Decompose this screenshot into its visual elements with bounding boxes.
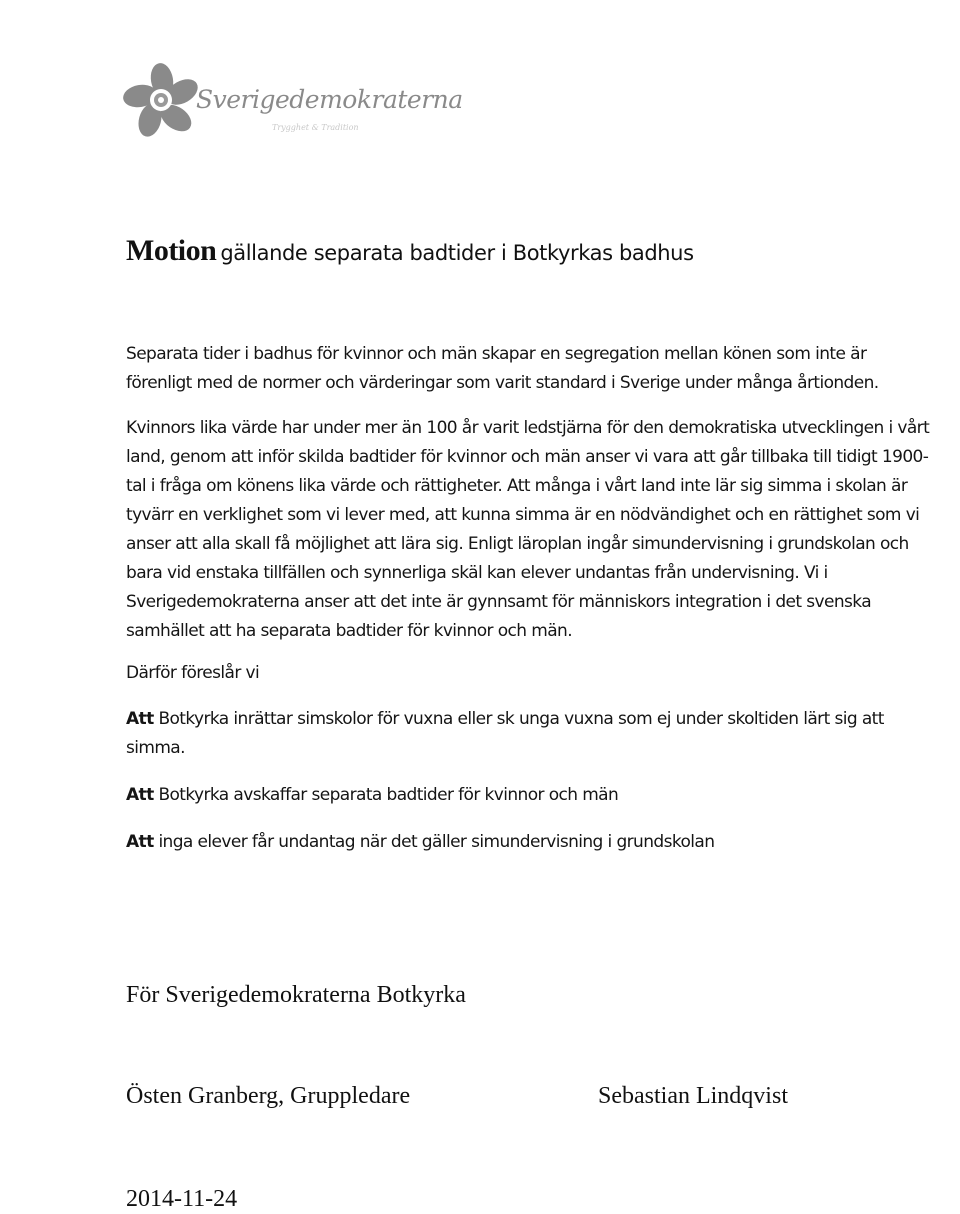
logo-wordmark: Sverigedemokraterna — [196, 85, 463, 114]
paragraph-line: Sverigedemokraterna anser att det inte är gynnsamt för människors integration i det svenska — [126, 592, 872, 612]
signatory-name: Östen Granberg, Gruppledare — [126, 1083, 411, 1109]
paragraph-line: tyvärr en verklighet som vi lever med, att kunna simma är en nödvändighet och en rättighet som vi — [126, 505, 920, 525]
proposal-text: Botkyrka avskaffar separata badtider för kvinnor och män — [158, 785, 619, 805]
signatory-name: Sebastian Lindqvist — [598, 1083, 788, 1109]
main-paragraph — [126, 414, 929, 646]
therefore-heading: Därför föreslår vi — [126, 663, 260, 683]
document-title — [126, 234, 694, 268]
paragraph-line: bara vid enstaka tillfällen och synnerliga skäl kan elever undantas från undervisning. Vi i — [126, 563, 828, 583]
proposal-item — [126, 828, 714, 857]
proposal-item — [126, 781, 618, 810]
logo-graphic — [126, 60, 463, 150]
document-date: 2014-11-24 — [126, 1186, 238, 1212]
paragraph-line: land, genom att inför skilda badtider för kvinnor och män anser vi vara att går tillbaka till tidigt 1900- — [126, 447, 929, 467]
intro-paragraph — [126, 340, 879, 398]
paragraph-line: Separata tider i badhus för kvinnor och män skapar en segregation mellan könen som inte är — [126, 344, 867, 364]
proposal-text: Botkyrka inrättar simskolor för vuxna eller sk unga vuxna som ej under skoltiden lärt sig att — [158, 709, 884, 729]
proposal-label: Att — [126, 832, 154, 852]
proposal-line: simma. — [126, 738, 185, 758]
paragraph-line: tal i fråga om könens lika värde och rättigheter. Att många i vårt land inte lär sig simma i skolan är — [126, 476, 908, 496]
proposal-line — [126, 705, 884, 734]
proposal-label: Att — [126, 709, 154, 729]
title-subject: gällande separata badtider i Botkyrkas badhus — [220, 241, 694, 265]
paragraph-line: förenligt med de normer och värderingar som varit standard i Sverige under många årtionden. — [126, 373, 879, 393]
organization-signoff: För Sverigedemokraterna Botkyrka — [126, 982, 466, 1008]
anemone-flower-icon — [121, 61, 202, 139]
party-logo — [126, 60, 463, 150]
paragraph-line: samhället att ha separata badtider för kvinnor och män. — [126, 621, 573, 641]
paragraph-line: anser att alla skall få möjlighet att lära sig. Enligt läroplan ingår simundervisning i grundskolan och — [126, 534, 909, 554]
logo-tagline: Trygghet & Tradition — [272, 123, 359, 132]
proposal-text: inga elever får undantag när det gäller simundervisning i grundskolan — [158, 832, 715, 852]
proposal-item — [126, 705, 884, 763]
paragraph-line: Kvinnors lika värde har under mer än 100 år varit ledstjärna för den demokratiska utvecklingen i vårt — [126, 418, 930, 438]
proposal-label: Att — [126, 785, 154, 805]
title-motion-word: Motion — [126, 234, 217, 267]
